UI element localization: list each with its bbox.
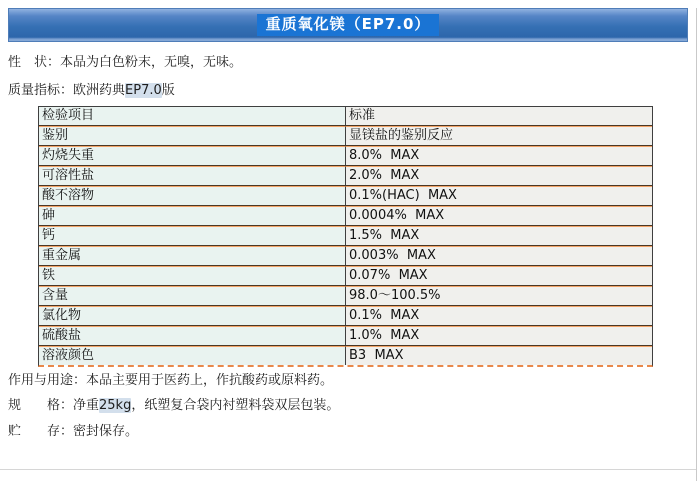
spec-table: [38, 106, 653, 367]
cell-standard: 0.1% MAX: [346, 306, 652, 326]
cell-test-item: 可溶性盐: [39, 166, 346, 186]
cell-test-item: 钙: [39, 226, 346, 246]
package-spec-line: [8, 398, 696, 413]
table-row: [39, 226, 652, 246]
table-row: [39, 246, 652, 266]
cell-standard: 8.0% MAX: [346, 146, 652, 166]
cell-test-item: 鉴别: [39, 126, 346, 146]
usage-line: 作用与用途：本品主要用于医药上，作抗酸药或原料药。: [8, 373, 334, 388]
footer-divider: [0, 469, 696, 470]
cell-test-item: 硫酸盐: [39, 326, 346, 346]
cell-standard: 2.0% MAX: [346, 166, 652, 186]
cell-test-item: 灼烧失重: [39, 146, 346, 166]
table-header-row: [39, 107, 652, 126]
cell-test-item: 铁: [39, 266, 346, 286]
cell-standard: 98.0～100.5%: [346, 286, 652, 306]
cell-test-item: 检验项目: [39, 107, 346, 126]
cell-standard: 0.003% MAX: [346, 246, 652, 266]
cell-test-item: 重金属: [39, 246, 346, 266]
cell-standard: 0.07% MAX: [346, 266, 652, 286]
table-row: [39, 326, 652, 346]
cell-standard: 标准: [346, 107, 652, 126]
table-row: [39, 166, 652, 186]
quality-standard-line: [8, 83, 696, 98]
quality-prefix: 质量指标：欧洲药典: [8, 83, 126, 98]
cell-standard: 1.5% MAX: [346, 226, 652, 246]
page-title: 重质氧化镁（EP7.0）: [257, 14, 440, 36]
spec-table-body: [39, 107, 652, 365]
product-spec-page: [0, 8, 697, 481]
cell-test-item: 溶液颜色: [39, 346, 346, 365]
title-bar: [8, 8, 688, 42]
table-row: [39, 266, 652, 286]
cell-standard: 显镁盐的鉴别反应: [346, 126, 652, 146]
storage-line: 贮 存：密封保存。: [8, 424, 139, 439]
table-row: [39, 206, 652, 226]
cell-standard: 0.0004% MAX: [346, 206, 652, 226]
cell-test-item: 氯化物: [39, 306, 346, 326]
table-row: [39, 186, 652, 206]
table-row: [39, 346, 652, 365]
table-row: [39, 146, 652, 166]
quality-edition-highlight: EP7.0: [125, 83, 162, 98]
cell-standard: 1.0% MAX: [346, 326, 652, 346]
spec-suffix: ，纸塑复合袋内衬塑料袋双层包装。: [131, 398, 340, 413]
spec-prefix: 规 格：净重: [8, 398, 100, 413]
weight-highlight: 25kg: [99, 398, 132, 413]
cell-test-item: 含量: [39, 286, 346, 306]
quality-suffix: 版: [161, 83, 175, 98]
cell-test-item: 砷: [39, 206, 346, 226]
cell-standard: B3 MAX: [346, 346, 652, 365]
character-line: 性 状：本品为白色粉末，无嗅，无味。: [8, 55, 243, 70]
cell-test-item: 酸不溶物: [39, 186, 346, 206]
table-row: [39, 306, 652, 326]
table-row: [39, 126, 652, 146]
cell-standard: 0.1%(HAC) MAX: [346, 186, 652, 206]
table-row: [39, 286, 652, 306]
